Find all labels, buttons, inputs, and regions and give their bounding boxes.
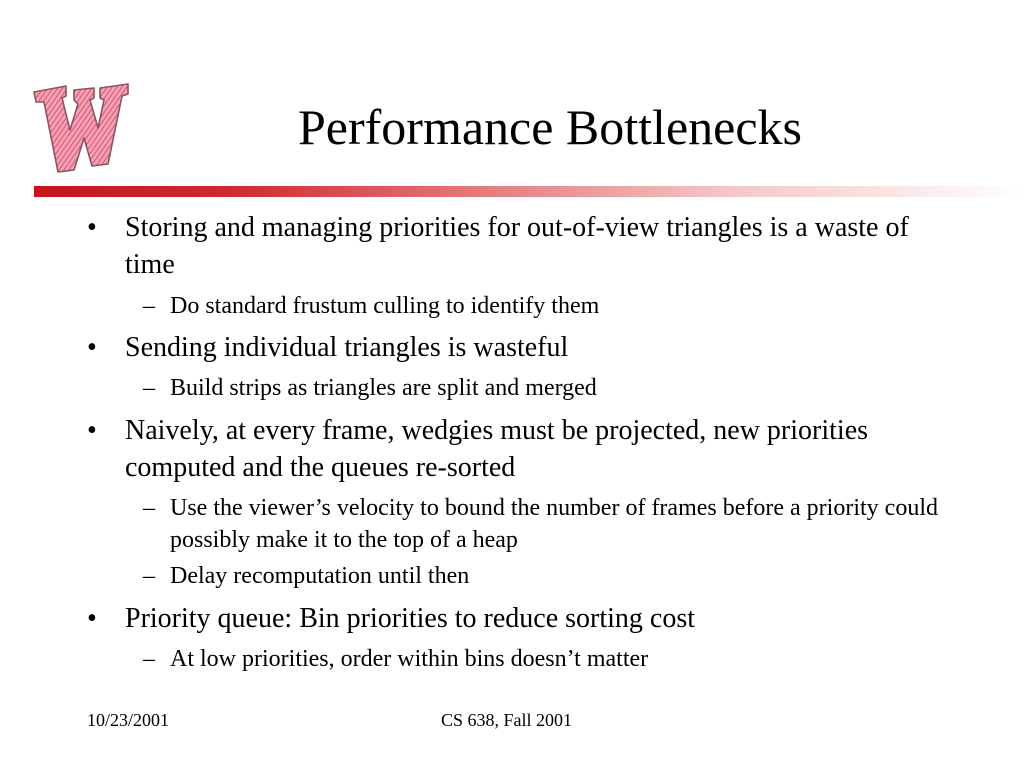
bullet-item [87,209,947,283]
sub-bullet-text: At low priorities, order within bins doesn’t matter [170,646,649,672]
sub-bullet-item [143,560,943,592]
sub-bullet-text: Build strips as triangles are split and merged [170,375,597,401]
sub-bullet-marker: – [143,293,155,319]
slide-title: Performance Bottlenecks [298,99,802,155]
sub-bullet-marker: – [143,495,155,521]
bullet-item [87,329,947,366]
bullet-text: Storing and managing priorities for out-of-view triangles is a waste of time [125,212,909,280]
bullet-marker: • [87,332,97,363]
bullet-marker: • [87,212,97,243]
footer-date: 10/23/2001 [87,710,170,730]
bullet-text: Naively, at every frame, wedgies must be projected, new priorities computed and the queues re-sorted [125,415,869,483]
bullet-marker: • [87,603,97,634]
sub-bullet-item [143,492,943,556]
sub-bullet-item [143,290,943,322]
footer-course: CS 638, Fall 2001 [441,710,573,730]
sub-bullet-text: Do standard frustum culling to identify them [170,293,600,319]
sub-bullet-text: Use the viewer’s velocity to bound the number of frames before a priority could possibly make it to the top of a heap [170,495,938,553]
sub-bullet-item [143,372,943,404]
bullet-text: Sending individual triangles is wasteful [125,332,569,363]
bullet-item [87,600,947,637]
bullet-item [87,412,947,486]
sub-bullet-marker: – [143,375,155,401]
sub-bullet-item [143,643,943,675]
bullet-text: Priority queue: Bin priorities to reduce sorting cost [125,603,696,634]
bullet-marker: • [87,415,97,446]
sub-bullet-marker: – [143,563,155,589]
sub-bullet-marker: – [143,646,155,672]
sub-bullet-text: Delay recomputation until then [170,563,470,589]
